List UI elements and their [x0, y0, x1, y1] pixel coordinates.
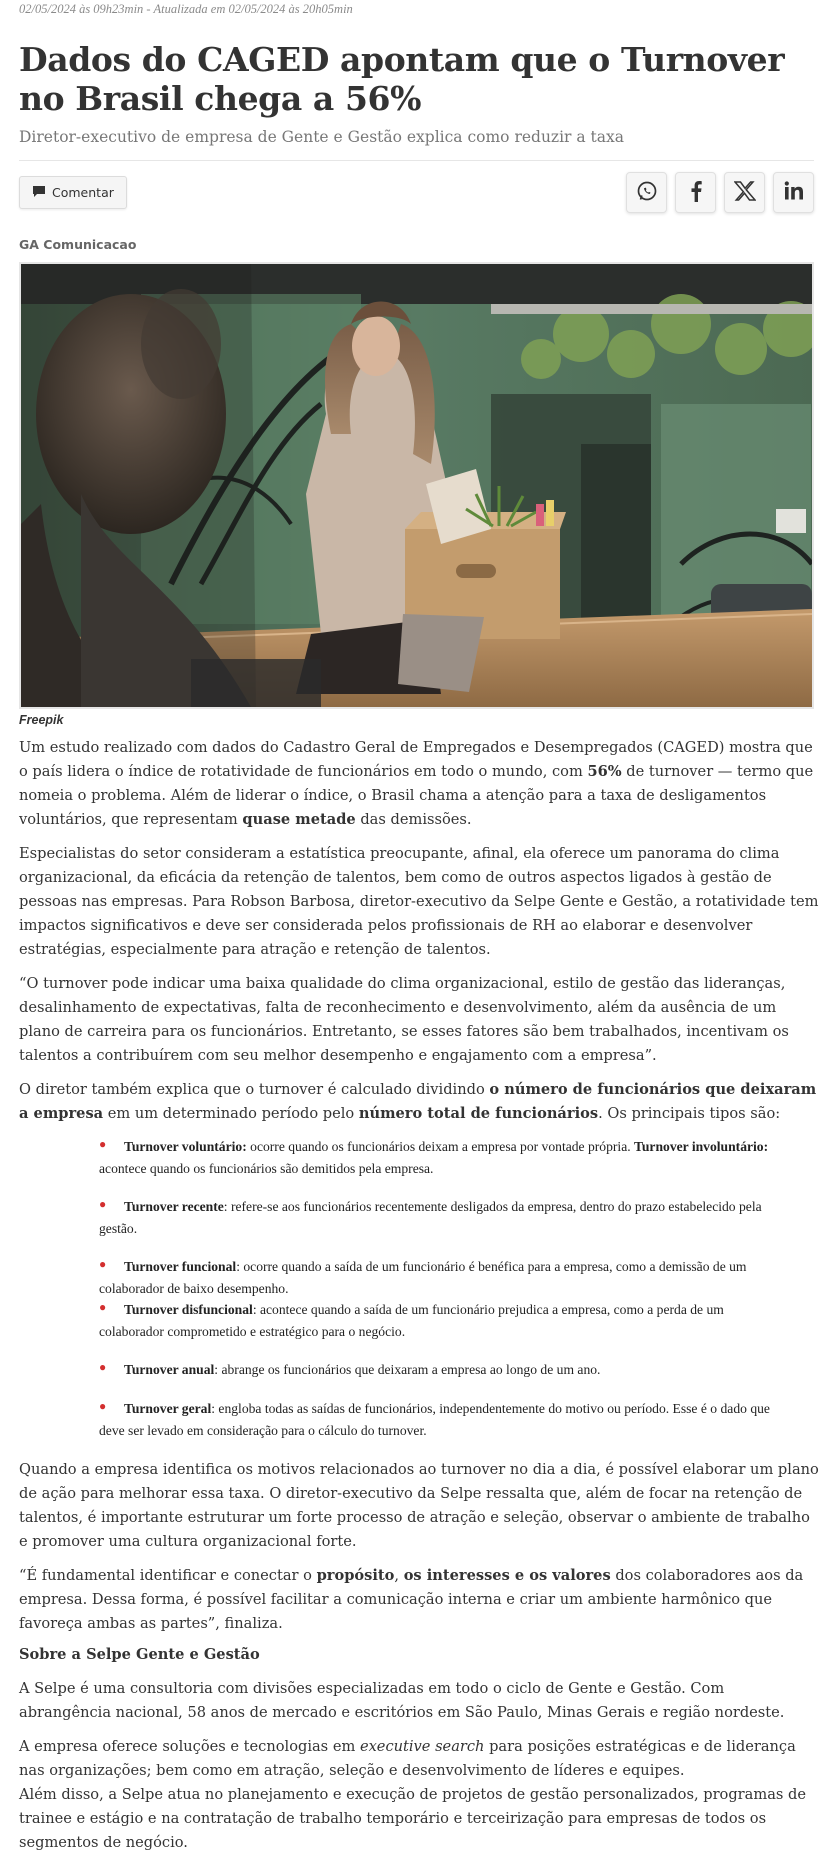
type-text: : ocorre quando a saída de um funcionário é benéfica para a empresa, como a demissão de um colaborador de baixo desempenho. [99, 1259, 747, 1296]
list-item [99, 1359, 789, 1381]
p4-bold-b: número total de funcionários [358, 1105, 599, 1122]
p6-bold-values: os interesses e os valores [403, 1567, 611, 1584]
type-term: Turnover anual [124, 1362, 215, 1377]
list-item [99, 1136, 789, 1179]
p1-text-a: Um estudo realizado com dados do Cadastro Geral de Empregados e Desempregados (CAGED) mostra que o país lidera o índice de rotatividade de funcionários em todo o mundo, com [19, 739, 813, 780]
type-text: acontece quando os funcionários são demitidos pela empresa. [99, 1161, 434, 1176]
bullet-icon: ● [99, 1257, 107, 1271]
p6-text-a: “É fundamental identificar e conectar o [19, 1567, 317, 1584]
p6-bold-purpose: propósito [316, 1567, 395, 1584]
paragraph-2: Especialistas do setor consideram a estatística preocupante, afinal, ela oferece um panorama do clima organizacional, da eficácia da retenção de talentos, bem como de outros aspectos ligados à gestão de pessoas nas empresas. Para Robson Barbosa, diretor-executivo da Selpe Gente e Gestão, a rotatividade tem impactos significativos e deve ser considerada pelos profissionais de RH ao elaborar e desenvolver estratégias, especialmente para atração e retenção de talentos. [19, 845, 819, 958]
paragraph-4 [19, 1078, 819, 1126]
p1-text-e: das demissões. [355, 811, 472, 828]
share-x-button[interactable] [724, 172, 765, 213]
paragraph-5: Quando a empresa identifica os motivos relacionados ao turnover no dia a dia, é possível elaborar um plano de ação para melhorar essa taxa. O diretor-executivo da Selpe ressalta que, além de focar na retenção de talentos, é importante estruturar um forte processo de atração e seleção, observar o ambiente de trabalho e promover uma cultura organizacional forte. [19, 1461, 819, 1550]
bullet-icon: ● [99, 1399, 107, 1413]
type-text: : refere-se aos funcionários recentemente desligados da empresa, dentro do prazo estabelecido pela gestão. [99, 1199, 762, 1236]
type-text: : acontece quando a saída de um funcionário prejudica a empresa, como a perda de um colaborador comprometido e estratégico para o negócio. [99, 1302, 724, 1339]
comment-icon [32, 185, 46, 201]
type-term: Turnover recente [124, 1199, 224, 1214]
p8-text-a: A empresa oferece soluções e tecnologias em [19, 1738, 360, 1755]
list-item [99, 1398, 789, 1441]
type-text: ocorre quando os funcionários deixam a empresa por vontade própria. [246, 1139, 635, 1154]
p1-bold-half: quase metade [242, 811, 356, 828]
comment-label: Comentar [52, 185, 114, 200]
list-item [99, 1299, 789, 1342]
office-photo [21, 264, 812, 707]
type-term: Turnover voluntário: [124, 1139, 247, 1154]
turnover-types-list [19, 1136, 789, 1441]
type-text: : engloba todas as saídas de funcionários, independentemente do motivo ou período. Esse é o dado que deve ser levado em consideração para o cálculo do turnover. [99, 1401, 770, 1438]
type-term: Turnover funcional [124, 1259, 237, 1274]
p4-bold-a: o número de funcionários que deixaram a empresa [19, 1081, 817, 1122]
image-caption: Freepik [19, 713, 64, 727]
subtitle: Diretor-executivo de empresa de Gente e Gestão explica como reduzir a taxa [19, 128, 625, 146]
p8-italic-term: executive search [359, 1738, 485, 1755]
x-icon [734, 181, 756, 205]
whatsapp-icon [636, 180, 658, 206]
comment-button[interactable] [19, 176, 127, 209]
p1-bold-percent: 56% [587, 763, 622, 780]
type-term: Turnover disfuncional [124, 1302, 253, 1317]
bullet-icon: ● [99, 1360, 107, 1374]
type-text: : abrange os funcionários que deixaram a empresa ao longo de um ano. [214, 1362, 601, 1377]
list-item [99, 1196, 789, 1239]
bullet-icon: ● [99, 1197, 107, 1211]
p6-text-e: dos colaboradores aos da empresa. Dessa forma, é possível facilitar a comunicação interna e criar um ambiente harmônico que favoreça ambas as partes”, finaliza. [19, 1567, 804, 1632]
p4-text-e: . Os principais tipos são: [598, 1105, 781, 1122]
p4-text-c: em um determinado período pelo [103, 1105, 359, 1122]
paragraph-1 [19, 736, 819, 832]
author-name: GA Comunicacao [19, 237, 137, 252]
dateline: 02/05/2024 às 09h23min - Atualizada em 02/05/2024 às 20h05min [19, 2, 353, 16]
p8-text-d: Além disso, a Selpe atua no planejamento e execução de projetos de gestão personalizados, programas de trainee e estágio e na contratação de trabalho temporário e terceirização para empresas de todos os segmentos de negócio. [19, 1786, 807, 1851]
divider [19, 160, 814, 161]
article-body [19, 736, 819, 1855]
paragraph-8 [19, 1735, 819, 1855]
p8-text-c: para posições estratégicas e de liderança nas organizações; bem como em atração, seleção e desenvolvimento de líderes e equipes. [19, 1738, 796, 1779]
paragraph-7: A Selpe é uma consultoria com divisões especializadas em todo o ciclo de Gente e Gestão. Com abrangência nacional, 58 anos de mercado e escritórios em São Paulo, Minas Gerais e região nordeste. [19, 1680, 785, 1721]
bullet-icon: ● [99, 1300, 107, 1314]
paragraph-3: “O turnover pode indicar uma baixa qualidade do clima organizacional, estilo de gestão das lideranças, desalinhamento de expectativas, falta de reconhecimento e desenvolvimento, além da ausência de um plano de carreira para os funcionários. Entretanto, se esses fatores são bem trabalhados, incentivam os talentos a contribuírem com seu melhor desempenho e engajamento com a empresa”. [19, 975, 789, 1064]
type-term: Turnover geral [124, 1401, 212, 1416]
share-buttons [626, 172, 814, 213]
type-term: Turnover involuntário: [634, 1139, 769, 1154]
p1-text-c: de turnover — termo que nomeia o problema. Além de liderar o índice, o Brasil chama a atenção para a taxa de desligamentos voluntários, que representam [19, 763, 814, 828]
share-whatsapp-button[interactable] [626, 172, 667, 213]
article-image [19, 262, 814, 709]
bullet-icon: ● [99, 1137, 107, 1151]
paragraph-6 [19, 1564, 819, 1636]
section-heading: Sobre a Selpe Gente e Gestão [19, 1646, 260, 1663]
action-bar [19, 172, 814, 213]
share-facebook-button[interactable] [675, 172, 716, 213]
facebook-icon [689, 180, 703, 206]
list-item [99, 1256, 789, 1299]
page-title: Dados do CAGED apontam que o Turnover no Brasil chega a 56% [19, 40, 785, 118]
linkedin-icon [784, 181, 804, 204]
share-linkedin-button[interactable] [773, 172, 814, 213]
p4-text-a: O diretor também explica que o turnover é calculado dividindo [19, 1081, 490, 1098]
p6-text-c: , [394, 1567, 404, 1584]
